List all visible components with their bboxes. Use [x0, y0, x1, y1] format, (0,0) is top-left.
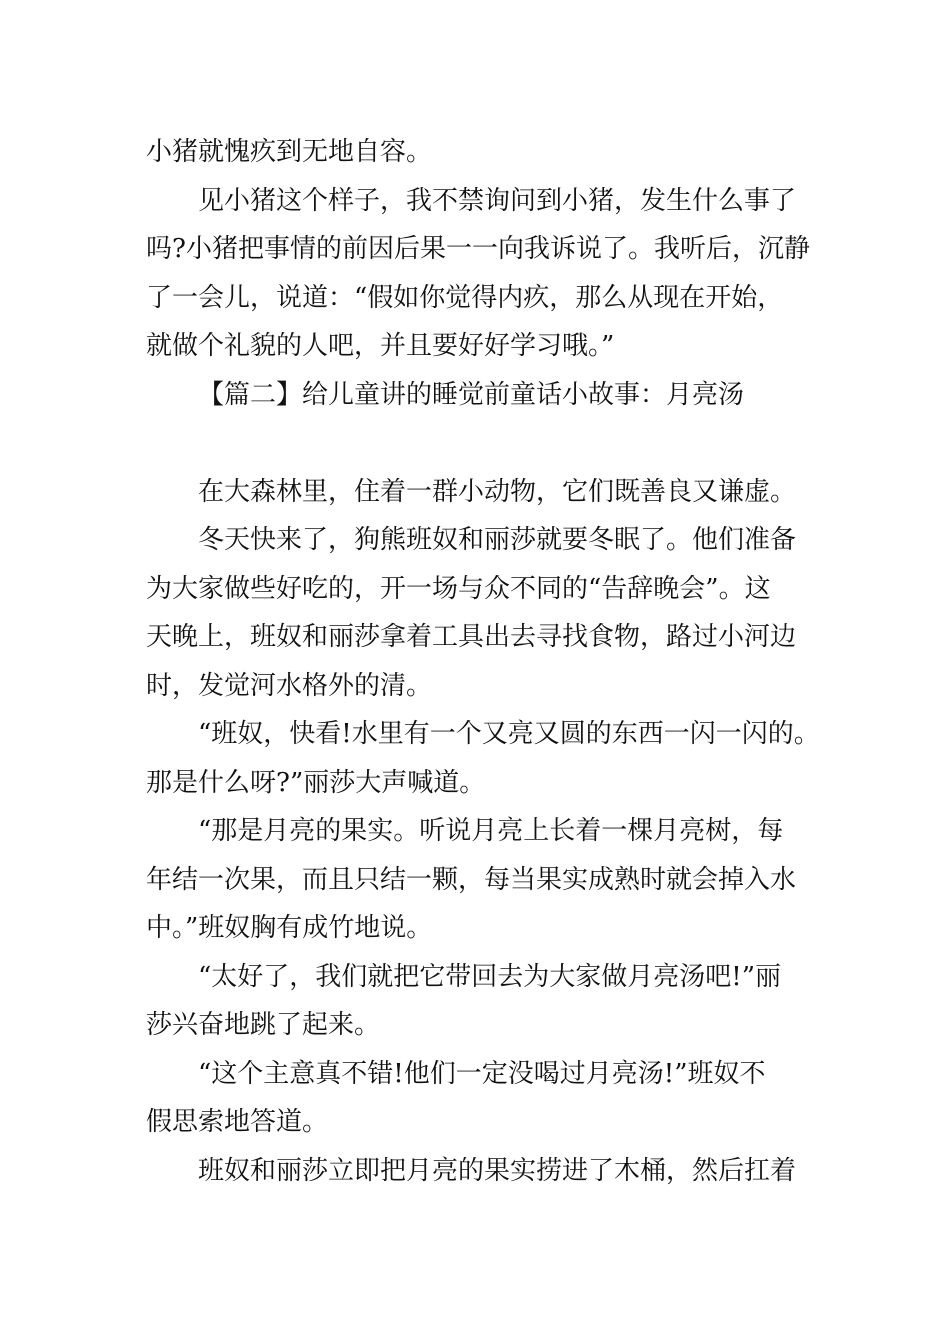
text-line: “这个主意真不错!他们一定没喝过月亮汤!”班奴不	[198, 1058, 766, 1089]
document-body	[146, 128, 836, 1195]
text-line: 小猪就愧疚到无地自容。	[146, 137, 433, 167]
text-line: “那是月亮的果实。听说月亮上长着一棵月亮树，每	[198, 816, 784, 846]
text-line: 了一会儿，说道：“假如你觉得内疚，那么从现在开始，	[146, 282, 784, 313]
text-line: 吗?小猪把事情的前因后果一一向我诉说了。我听后，沉静	[146, 234, 810, 264]
text-line: 中。”班奴胸有成竹地说。	[146, 913, 433, 943]
text-line: 在大森林里，住着一群小动物，它们既善良又谦虚。	[198, 476, 797, 507]
text-line: 就做个礼貌的人吧，并且要好好学习哦。”	[146, 331, 615, 361]
text-line: 天晚上，班奴和丽莎拿着工具出去寻找食物，路过小河边	[146, 622, 797, 652]
text-line: “太好了，我们就把它带回去为大家做月亮汤吧!”丽	[198, 961, 782, 992]
text-line: 见小猪这个样子，我不禁询问到小猪，发生什么事了	[198, 185, 797, 216]
text-line: 时，发觉河水格外的清。	[146, 670, 433, 701]
text-line: 莎兴奋地跳了起来。	[146, 1010, 381, 1040]
text-line: 年结一次果，而且只结一颗，每当果实成熟时就会掉入水	[146, 864, 797, 895]
text-line: 班奴和丽莎立即把月亮的果实捞进了木桶，然后扛着	[198, 1155, 797, 1186]
text-line: 冬天快来了，狗熊班奴和丽莎就要冬眠了。他们准备	[198, 525, 797, 555]
text-line: 为大家做些好吃的，开一场与众不同的“告辞晚会”。这	[146, 573, 771, 604]
text-line: “班奴，快看!水里有一个又亮又圆的东西一闪一闪的。	[198, 719, 820, 749]
section-heading: 【篇二】给儿童讲的睡觉前童话小故事：月亮汤	[198, 379, 745, 410]
text-line: 那是什么呀?”丽莎大声喊道。	[146, 767, 486, 798]
blank-line	[146, 419, 836, 468]
text-line: 假思索地答道。	[146, 1107, 329, 1137]
